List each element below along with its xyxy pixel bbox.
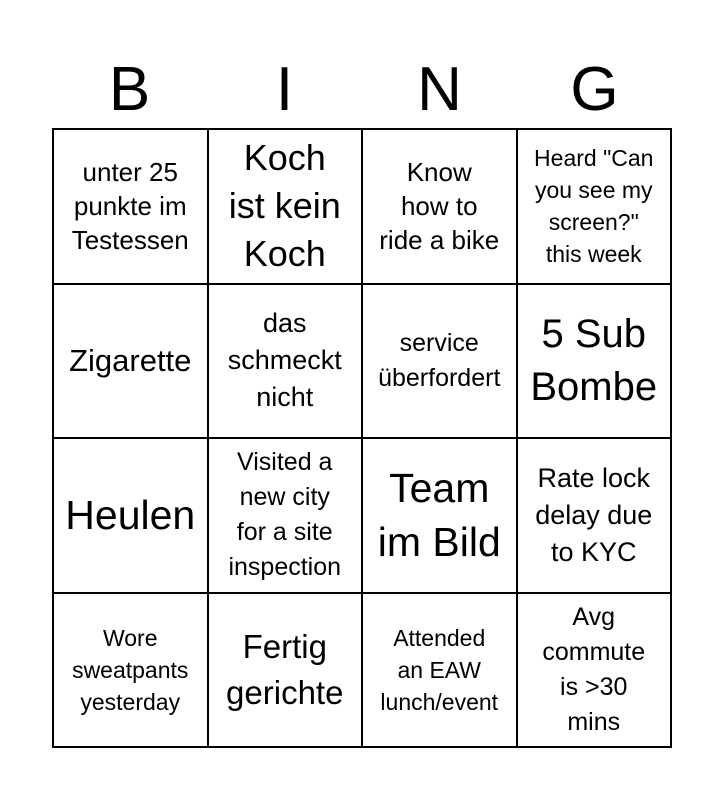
header-letter-g: G bbox=[570, 55, 619, 124]
bingo-cell[interactable]: unter 25 punkte im Testessen bbox=[54, 130, 209, 285]
bingo-cell[interactable]: Zigarette bbox=[54, 285, 209, 440]
bingo-cell[interactable]: das schmeckt nicht bbox=[209, 285, 364, 440]
bingo-cell[interactable]: Team im Bild bbox=[363, 439, 518, 594]
bingo-cell[interactable]: Heulen bbox=[54, 439, 209, 594]
bingo-cell[interactable]: Visited a new city for a site inspection bbox=[209, 439, 364, 594]
bingo-cell[interactable]: Attended an EAW lunch/event bbox=[363, 594, 518, 749]
header-letter-b: B bbox=[108, 55, 151, 124]
bingo-cell[interactable]: Wore sweatpants yesterday bbox=[54, 594, 209, 749]
bingo-cell[interactable]: 5 Sub Bombe bbox=[518, 285, 673, 440]
header-letter-i: I bbox=[275, 55, 294, 124]
bingo-cell[interactable]: Fertig gerichte bbox=[209, 594, 364, 749]
bingo-cell[interactable]: service überfordert bbox=[363, 285, 518, 440]
bingo-cell[interactable]: Avg commute is >30 mins bbox=[518, 594, 673, 749]
header-letter-n: N bbox=[417, 55, 462, 124]
bingo-cell[interactable]: Know how to ride a bike bbox=[363, 130, 518, 285]
bingo-cell[interactable]: Heard "Can you see my screen?" this week bbox=[518, 130, 673, 285]
bingo-cell[interactable]: Rate lock delay due to KYC bbox=[518, 439, 673, 594]
bingo-board bbox=[52, 128, 672, 748]
bingo-cell[interactable]: Koch ist kein Koch bbox=[209, 130, 364, 285]
bingo-header bbox=[52, 52, 672, 128]
